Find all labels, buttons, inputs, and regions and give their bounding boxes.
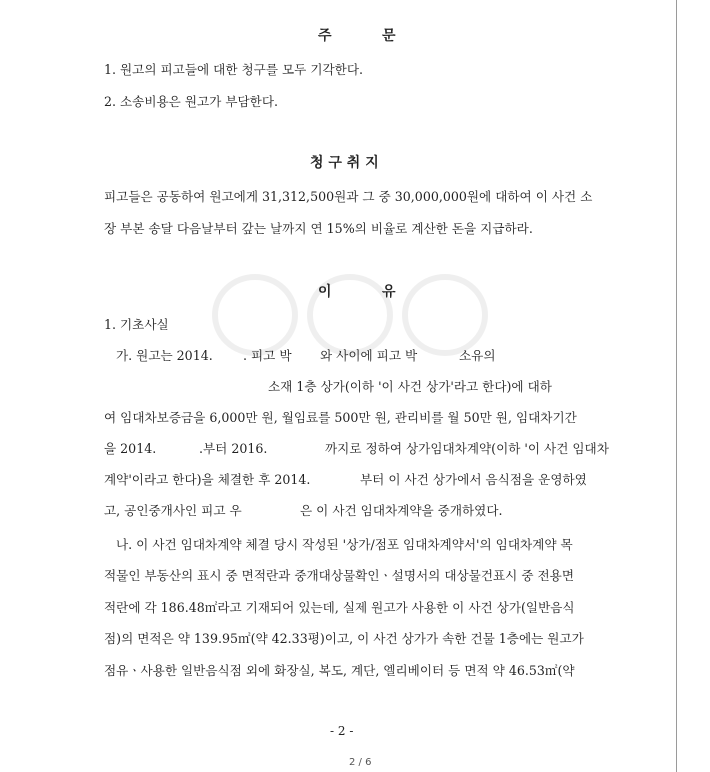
para-ga-line2: 소재 1층 상가(이하 '이 사건 상가'라고 한다)에 대하 bbox=[268, 379, 552, 394]
claim-line-1: 피고들은 공동하여 원고에게 31,312,500원과 그 중 30,000,000원에 대하여 이 사건 소 bbox=[104, 189, 593, 204]
para-ga-line6b: 은 이 사건 임대차계약을 중개하였다. bbox=[300, 503, 503, 518]
subsection-title: 1. 기초사실 bbox=[104, 317, 169, 332]
para-ga-line5b: 부터 이 사건 상가에서 음식점을 운영하였 bbox=[360, 472, 587, 487]
viewer-gutter bbox=[677, 0, 710, 772]
para-na-line4: 점)의 면적은 약 139.95㎡(약 42.33평)이고, 이 사건 상가가 속한 건물 1층에는 원고가 bbox=[104, 631, 584, 646]
reason-heading-right: 유 bbox=[382, 284, 396, 300]
viewer-page-indicator: 2 / 6 bbox=[349, 757, 372, 768]
order-item-1: 1. 원고의 피고들에 대한 청구를 모두 기각한다. bbox=[104, 62, 364, 77]
claim-line-2: 장 부본 송달 다음날부터 갚는 날까지 연 15%의 비율로 계산한 돈을 지급하라. bbox=[104, 221, 533, 236]
section-heading-right: 문 bbox=[382, 28, 396, 44]
para-ga-line1b: . 피고 박 bbox=[243, 348, 292, 363]
para-na-line2: 적물인 부동산의 표시 중 면적란과 중개대상물확인ㆍ설명서의 대상물건표시 중 전용면 bbox=[104, 568, 574, 583]
para-ga-line6a: 고, 공인중개사인 피고 우 bbox=[104, 503, 242, 518]
para-ga-line5a: 계약'이라고 한다)을 체결한 후 2014. bbox=[104, 472, 311, 487]
claim-heading: 청 구 취 지 bbox=[310, 155, 379, 171]
order-item-2: 2. 소송비용은 원고가 부담한다. bbox=[104, 94, 279, 109]
para-na-line1: 나. 이 사건 임대차계약 체결 당시 작성된 '상가/점포 임대차계약서'의 임대차계약 목 bbox=[116, 537, 573, 552]
para-ga-line1d: 소유의 bbox=[459, 348, 496, 363]
para-ga-line4a: 을 2014. bbox=[104, 441, 157, 456]
para-na-line5: 점유ㆍ사용한 일반음식점 외에 화장실, 복도, 계단, 엘리베이터 등 면적 약 46.53㎡(약 bbox=[104, 663, 575, 678]
para-ga-line1c: 와 사이에 피고 박 bbox=[320, 348, 418, 363]
para-ga-line4c: 까지로 정하여 상가임대차계약(이하 '이 사건 임대차 bbox=[325, 441, 609, 456]
para-ga-line1a: 가. 원고는 2014. bbox=[116, 348, 213, 363]
page-number: - 2 - bbox=[330, 724, 354, 738]
para-na-line3: 적란에 각 186.48㎡라고 기재되어 있는데, 실제 원고가 사용한 이 사건 상가(일반음식 bbox=[104, 600, 575, 615]
para-ga-line3: 여 임대차보증금을 6,000만 원, 월임료를 500만 원, 관리비를 월 50만 원, 임대차기간 bbox=[104, 410, 577, 425]
section-heading-left: 주 bbox=[318, 28, 332, 44]
reason-heading-left: 이 bbox=[318, 284, 332, 300]
para-ga-line4b: .부터 2016. bbox=[199, 441, 268, 456]
